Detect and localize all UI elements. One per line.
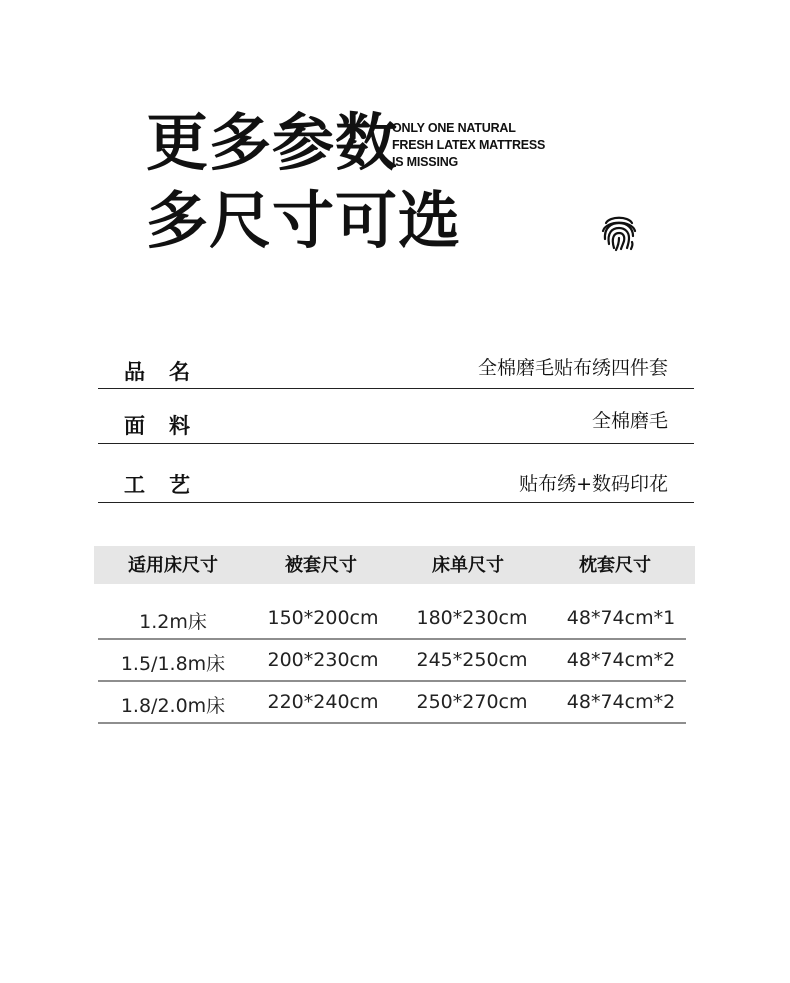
header-duvet-size: 被套尺寸: [285, 555, 357, 576]
spec-row-fabric: [98, 390, 694, 444]
table-row: [98, 682, 686, 724]
spec-row-product-name: [98, 340, 694, 389]
table-cell: 48*74cm*2: [566, 649, 676, 671]
header-sheet-size: 床单尺寸: [432, 555, 504, 576]
spec-label: 工艺: [124, 473, 214, 497]
table-cell: 1.8/2.0m床: [120, 695, 226, 717]
headline-line-2: 多尺寸可选: [146, 184, 462, 257]
table-cell: 1.2m床: [139, 611, 207, 633]
header-bed-size: 适用床尺寸: [128, 555, 218, 576]
spec-row-craft: [98, 445, 694, 503]
table-row: [98, 598, 686, 640]
tagline: [392, 120, 545, 171]
table-row: [98, 640, 686, 682]
table-cell: 200*230cm: [267, 649, 379, 671]
table-cell: 180*230cm: [416, 607, 528, 629]
table-cell: 48*74cm*1: [566, 607, 676, 629]
spec-value: 全棉磨毛贴布绣四件套: [477, 357, 668, 379]
headline-line-1: 更多参数: [146, 106, 399, 179]
tagline-line-1: ONLY ONE NATURAL: [392, 121, 516, 135]
tagline-line-2: FRESH LATEX MATTRESS: [392, 138, 546, 152]
spec-label: 品名: [124, 360, 214, 384]
table-cell: 220*240cm: [267, 691, 379, 713]
spec-value: 全棉磨毛: [591, 410, 668, 432]
table-cell: 48*74cm*2: [566, 691, 676, 713]
table-cell: 150*200cm: [267, 607, 379, 629]
table-cell: 1.5/1.8m床: [120, 653, 226, 675]
tagline-line-3: IS MISSING: [392, 155, 459, 169]
spec-label: 面料: [124, 414, 214, 438]
size-table-header: [94, 546, 695, 584]
spec-value: 贴布绣+数码印花: [519, 473, 668, 495]
header-pillowcase-size: 枕套尺寸: [579, 555, 651, 576]
table-cell: 245*250cm: [416, 649, 528, 671]
fingerprint-icon: [598, 211, 640, 253]
table-cell: 250*270cm: [416, 691, 528, 713]
